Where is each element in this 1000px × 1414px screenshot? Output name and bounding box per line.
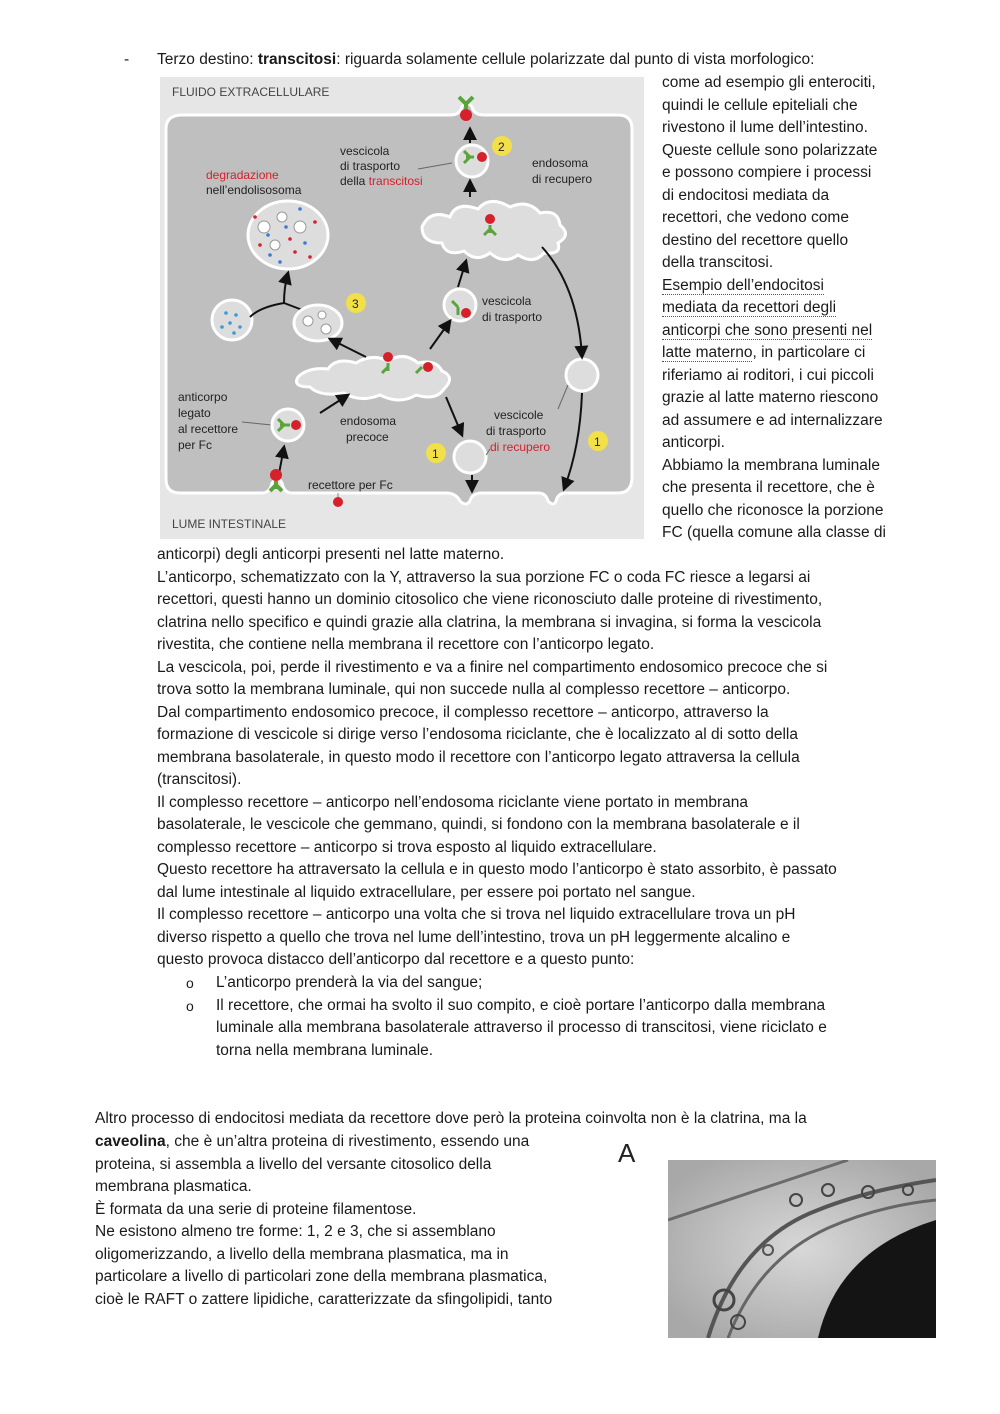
svg-text:di recupero: di recupero (532, 172, 593, 186)
body-line: L’anticorpo, schematizzato con la Y, attraverso la sua porzione FC o coda FC riesce a legarsi ai (157, 568, 811, 586)
body-line: Questo recettore ha attraversato la cellula e in questo modo l’anticorpo è stato assorbito, è passato (157, 861, 837, 878)
right-column-line: anticorpi. (662, 434, 725, 451)
right-column-line: quello che riconosce la porzione (662, 501, 884, 519)
body-line: complesso recettore – anticorpo si trova esposto al liquido extracellulare. (157, 838, 657, 856)
body-line: Dal compartimento endosomico precoce, il complesso recettore – anticorpo, attraverso la (157, 703, 769, 721)
list-dash: - (124, 51, 130, 68)
svg-text:di trasporto: di trasporto (482, 310, 543, 324)
bullet-line: torna nella membrana luminale. (216, 1041, 434, 1059)
multivesicular-body (294, 305, 342, 341)
right-column-line: quindi le cellule epiteliali che (662, 96, 858, 114)
body-line: diverso rispetto a quello che trova nel lume dell’intestino, trova un pH leggermente alcalino e (157, 928, 791, 946)
body-line: Il complesso recettore – anticorpo una volta che si trova nel liquido extracellulare trova un pH (157, 906, 796, 923)
bullet-line: L’anticorpo prenderà la via del sangue; (216, 974, 483, 991)
example-line: anticorpi che sono presenti nel (662, 321, 873, 339)
right-column-line: della transcitosi. (662, 254, 774, 271)
svg-text:1: 1 (594, 435, 601, 449)
body-line: Il complesso recettore – anticorpo nell’endosoma riciclante viene portato in membrana (157, 793, 749, 811)
endolysosome-label: nell’endolisosoma (206, 183, 302, 197)
right-column-line: riferiamo ai roditori, i cui piccoli (662, 366, 874, 384)
caveolin-line: oligomerizzando, a livello della membrana plasmatica, ma in (95, 1245, 509, 1263)
figure-letter: A (618, 1138, 636, 1168)
right-column-line: recettori, che vedono come (662, 209, 849, 226)
body-line: basolaterale, le vescicole che gemmano, quindi, si fondono con la membrana basolaterale e il (157, 816, 800, 833)
example-line: latte materno, in particolare ci (662, 344, 866, 361)
intro-line: Terzo destino: transcitosi: riguarda solamente cellule polarizzate dal punto di vista morfologico: (157, 51, 815, 68)
caveolin-line: Ne esistono almeno tre forme: 1, 2 e 3, che si assemblano (95, 1223, 496, 1240)
caveolin-intro: Altro processo di endocitosi mediata da recettore dove però la proteina coinvolta non è la clatrina, ma la (95, 1110, 807, 1127)
bullet-marker: o (186, 975, 194, 991)
svg-text:vescicole: vescicole (494, 408, 544, 422)
body-line: anticorpi) degli anticorpi presenti nel latte materno. (157, 546, 505, 563)
transport-vesicle (444, 289, 476, 321)
degradation-label: degradazione (206, 168, 279, 182)
recovery-vesicle-upper (566, 359, 598, 391)
body-line: (transcitosi). (157, 771, 242, 788)
svg-text:endosoma: endosoma (532, 156, 589, 170)
transcytosis-diagram (160, 77, 644, 539)
caveolin-line: cioè le RAFT o zattere lipidiche, caratterizzate da sfingolipidi, tanto (95, 1290, 553, 1308)
right-column-line: che presenta il recettore, che è (662, 479, 875, 496)
right-column-line: di endocitosi mediata da (662, 186, 830, 204)
body-line: membrana basolaterale, in questo modo il recettore con l’anticorpo legato attraversa la cellula (157, 748, 800, 766)
lumen-label: LUME INTESTINALE (172, 517, 287, 531)
svg-text:vescicola: vescicola (482, 294, 532, 308)
svg-text:legato: legato (178, 406, 211, 420)
svg-text:di trasporto: di trasporto (340, 159, 401, 173)
number-3: 3 (352, 297, 359, 311)
right-column-line: rivestono il lume dell’intestino. (662, 119, 868, 136)
body-line: clatrina nello specifico e quindi grazie alla clatrina, la membrana si invagina, si forma la vescicola (157, 613, 822, 631)
right-column-line: Abbiamo la membrana luminale (662, 456, 880, 474)
electron-micrograph (668, 1160, 936, 1338)
caveolin-line: membrana plasmatica. (95, 1178, 252, 1195)
body-line: questo provoca distacco dell’anticorpo dal recettore e a questo punto: (157, 951, 635, 968)
example-line: Esempio dell’endocitosi (662, 276, 824, 294)
right-column-line: destino del recettore quello (662, 231, 849, 249)
svg-text:della transcitosi: della transcitosi (340, 174, 423, 188)
number-2: 2 (498, 140, 505, 154)
right-column-line: FC (quella comune alla classe di (662, 524, 886, 541)
small-vesicle (212, 300, 252, 340)
svg-text:per Fc: per Fc (178, 438, 213, 452)
caveolin-line: particolare a livello di particolari zone della membrana plasmatica, (95, 1268, 548, 1285)
body-line: rivestita, che contiene nella membrana il recettore con l’anticorpo legato. (157, 636, 655, 653)
body-line: trova sotto la membrana luminale, qui non succede nulla al complesso recettore – anticorpo. (157, 681, 791, 698)
caveolin-line: proteina, si assembla a livello del versante citosolico della (95, 1155, 492, 1173)
body-line: formazione di vescicole si dirige verso l’endosoma riciclante, che è localizzato al di sotto della (157, 726, 798, 743)
right-column-line: Queste cellule sono polarizzate (662, 141, 878, 159)
bullet-marker: o (186, 997, 194, 1014)
svg-text:1: 1 (432, 447, 439, 461)
body-line: dal lume intestinale al liquido extracellulare, per essere poi portato nel sangue. (157, 883, 696, 901)
right-column-line: come ad esempio gli enterociti, (662, 74, 876, 91)
svg-text:endosoma: endosoma (340, 414, 397, 428)
svg-text:di trasporto: di trasporto (486, 424, 547, 438)
caveolin-line: È formata da una serie di proteine filamentose. (95, 1200, 417, 1218)
example-line: mediata da recettori degli (662, 299, 837, 316)
svg-text:di recupero: di recupero (490, 440, 551, 454)
right-column-line: ad assumere e ad internalizzare (662, 411, 883, 429)
bullet-line: Il recettore, che ormai ha svolto il suo compito, e cioè portare l’anticorpo dalla membrana (216, 996, 826, 1014)
svg-text:al recettore: al recettore (178, 422, 239, 436)
fluid-label: FLUIDO EXTRACELLULARE (172, 85, 330, 99)
recovery-vesicle-lower (454, 441, 486, 473)
right-column-line: e possono compiere i processi (662, 164, 872, 181)
svg-text:vescicola: vescicola (340, 144, 390, 158)
svg-text:anticorpo: anticorpo (178, 390, 228, 404)
right-column-line: grazie al latte materno riescono (662, 389, 879, 406)
bullet-line: luminale alla membrana basolaterale attraverso il processo di transcitosi, viene riciclato e (216, 1019, 827, 1036)
endolysosome (248, 201, 328, 269)
body-line: La vescicola, poi, perde il rivestimento e va a finire nel compartimento endosomico precoce che si (157, 658, 828, 676)
fc-receptor-label: recettore per Fc (308, 478, 393, 492)
body-line: recettori, questi hanno un dominio citosolico che viene riconosciuto dalle proteine di rivestimento, (157, 591, 823, 608)
svg-text:precoce: precoce (346, 430, 389, 444)
caveolin-line2: caveolina, che è un’altra proteina di rivestimento, essendo una (95, 1133, 530, 1150)
